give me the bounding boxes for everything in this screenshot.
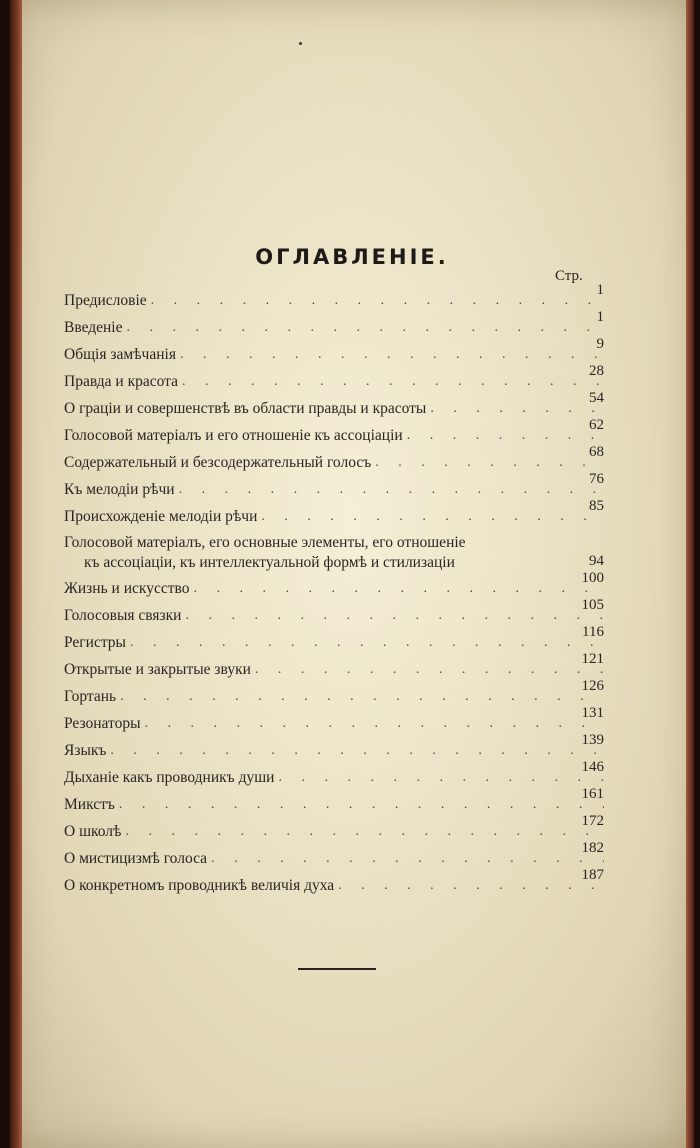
leader-dots <box>211 849 604 869</box>
toc-entry-page: 131 <box>581 705 604 721</box>
toc-entry-title-line2: къ ассоціаціи, къ интеллектуальной формѣ и стилизаціи <box>84 554 455 571</box>
toc-entry-page: 116 <box>582 624 604 640</box>
toc-entry-title: О школѣ <box>64 823 122 840</box>
toc-entry-title: Введеніе <box>64 319 123 336</box>
leader-dots <box>278 768 604 788</box>
toc-entry-page: 9 <box>596 336 604 352</box>
toc-entry-multiline <box>64 527 604 572</box>
toc-entry <box>64 788 604 815</box>
leader-dots <box>430 399 604 419</box>
toc-entry <box>64 446 604 473</box>
toc-entry <box>64 338 604 365</box>
toc-entry-page: 161 <box>581 786 604 802</box>
toc-entry-title: Языкъ <box>64 742 107 759</box>
toc-entry <box>64 815 604 842</box>
toc-entry-page: 139 <box>581 732 604 748</box>
toc-entry <box>64 311 604 338</box>
toc-entry <box>64 473 604 500</box>
leader-dots <box>375 453 604 473</box>
page-title: ОГЛАВЛЕНІЕ. <box>255 245 449 269</box>
table-of-contents <box>64 284 604 896</box>
leader-dots <box>145 714 604 734</box>
toc-entry-page: 100 <box>581 570 604 586</box>
toc-entry <box>64 419 604 446</box>
leader-dots <box>180 345 604 365</box>
toc-entry <box>64 761 604 788</box>
toc-entry-title: Дыханіе какъ проводникъ души <box>64 769 275 786</box>
toc-entry <box>64 599 604 626</box>
toc-entry <box>64 626 604 653</box>
toc-entry-title: Происхожденіе мелодіи рѣчи <box>64 508 258 525</box>
toc-entry-title: Гортань <box>64 688 117 705</box>
toc-entry-page: 54 <box>589 390 604 406</box>
leader-dots <box>151 291 604 311</box>
toc-entry-title: Резонаторы <box>64 715 141 732</box>
toc-entry-title: Общія замѣчанія <box>64 346 176 363</box>
toc-entry-title: Правда и красота <box>64 373 178 390</box>
toc-entry-title: Жизнь и искусство <box>64 580 190 597</box>
leader-dots <box>120 687 604 707</box>
leader-dots <box>261 507 604 527</box>
toc-entry-title: Голосовой матеріалъ и его отношеніе къ ассоціаціи <box>64 427 403 444</box>
toc-entry <box>64 842 604 869</box>
leader-dots <box>255 660 604 680</box>
toc-entry <box>64 734 604 761</box>
leader-dots <box>185 606 604 626</box>
toc-entry <box>64 653 604 680</box>
toc-entry-page: 28 <box>589 363 604 379</box>
toc-entry-page: 1 <box>596 309 604 325</box>
leader-dots <box>130 633 604 653</box>
leader-dots <box>119 795 604 815</box>
toc-entry <box>64 392 604 419</box>
toc-entry-page: 94 <box>589 553 604 569</box>
toc-entry-title: Къ мелодіи рѣчи <box>64 481 175 498</box>
toc-entry-page: 182 <box>581 840 604 856</box>
toc-entry-title: О конкретномъ проводникѣ величія духа <box>64 877 335 894</box>
toc-entry-page: 62 <box>589 417 604 433</box>
leader-dots <box>407 426 604 446</box>
book-page <box>10 0 694 1148</box>
closing-rule-divider <box>298 968 376 970</box>
book-right-edge <box>686 0 694 1148</box>
toc-entry-page: 187 <box>581 867 604 883</box>
toc-entry-page: 172 <box>581 813 604 829</box>
leader-dots <box>127 318 605 338</box>
toc-entry-page: 68 <box>589 444 604 460</box>
leader-dots <box>338 876 604 896</box>
toc-entry-title: О мистицизмѣ голоса <box>64 850 208 867</box>
leader-dots <box>182 372 604 392</box>
ink-speck <box>299 42 302 45</box>
toc-entry <box>64 572 604 599</box>
toc-entry <box>64 500 604 527</box>
toc-entry-title: Микстъ <box>64 796 115 813</box>
toc-entry-page: 121 <box>581 651 604 667</box>
toc-entry-title: Предисловіе <box>64 292 147 309</box>
toc-entry <box>64 707 604 734</box>
leader-dots <box>193 579 604 599</box>
leader-dots <box>125 822 604 842</box>
toc-entry-title: Содержательный и безсодержательный голосъ <box>64 454 372 471</box>
toc-entry-title: О граціи и совершенствѣ въ области правды и красоты <box>64 400 427 417</box>
page-column-label: Стр. <box>555 268 583 284</box>
leader-dots <box>110 741 604 761</box>
toc-entry-page: 105 <box>581 597 604 613</box>
toc-entry <box>64 680 604 707</box>
toc-entry <box>64 284 604 311</box>
toc-entry-page: 146 <box>581 759 604 775</box>
toc-entry-title: Регистры <box>64 634 126 651</box>
toc-entry <box>64 869 604 896</box>
book-spine-edge <box>10 0 22 1148</box>
toc-entry-title-line1: Голосовой матеріалъ, его основные элементы, его отношеніе <box>64 534 466 551</box>
toc-entry-page: 76 <box>589 471 604 487</box>
toc-entry-title: Голосовыя связки <box>64 607 182 624</box>
toc-entry <box>64 365 604 392</box>
toc-entry-title: Открытые и закрытые звуки <box>64 661 251 678</box>
toc-entry-page: 126 <box>581 678 604 694</box>
toc-entry-page: 85 <box>589 498 604 514</box>
leader-dots <box>179 480 604 500</box>
toc-entry-page: 1 <box>596 282 604 298</box>
